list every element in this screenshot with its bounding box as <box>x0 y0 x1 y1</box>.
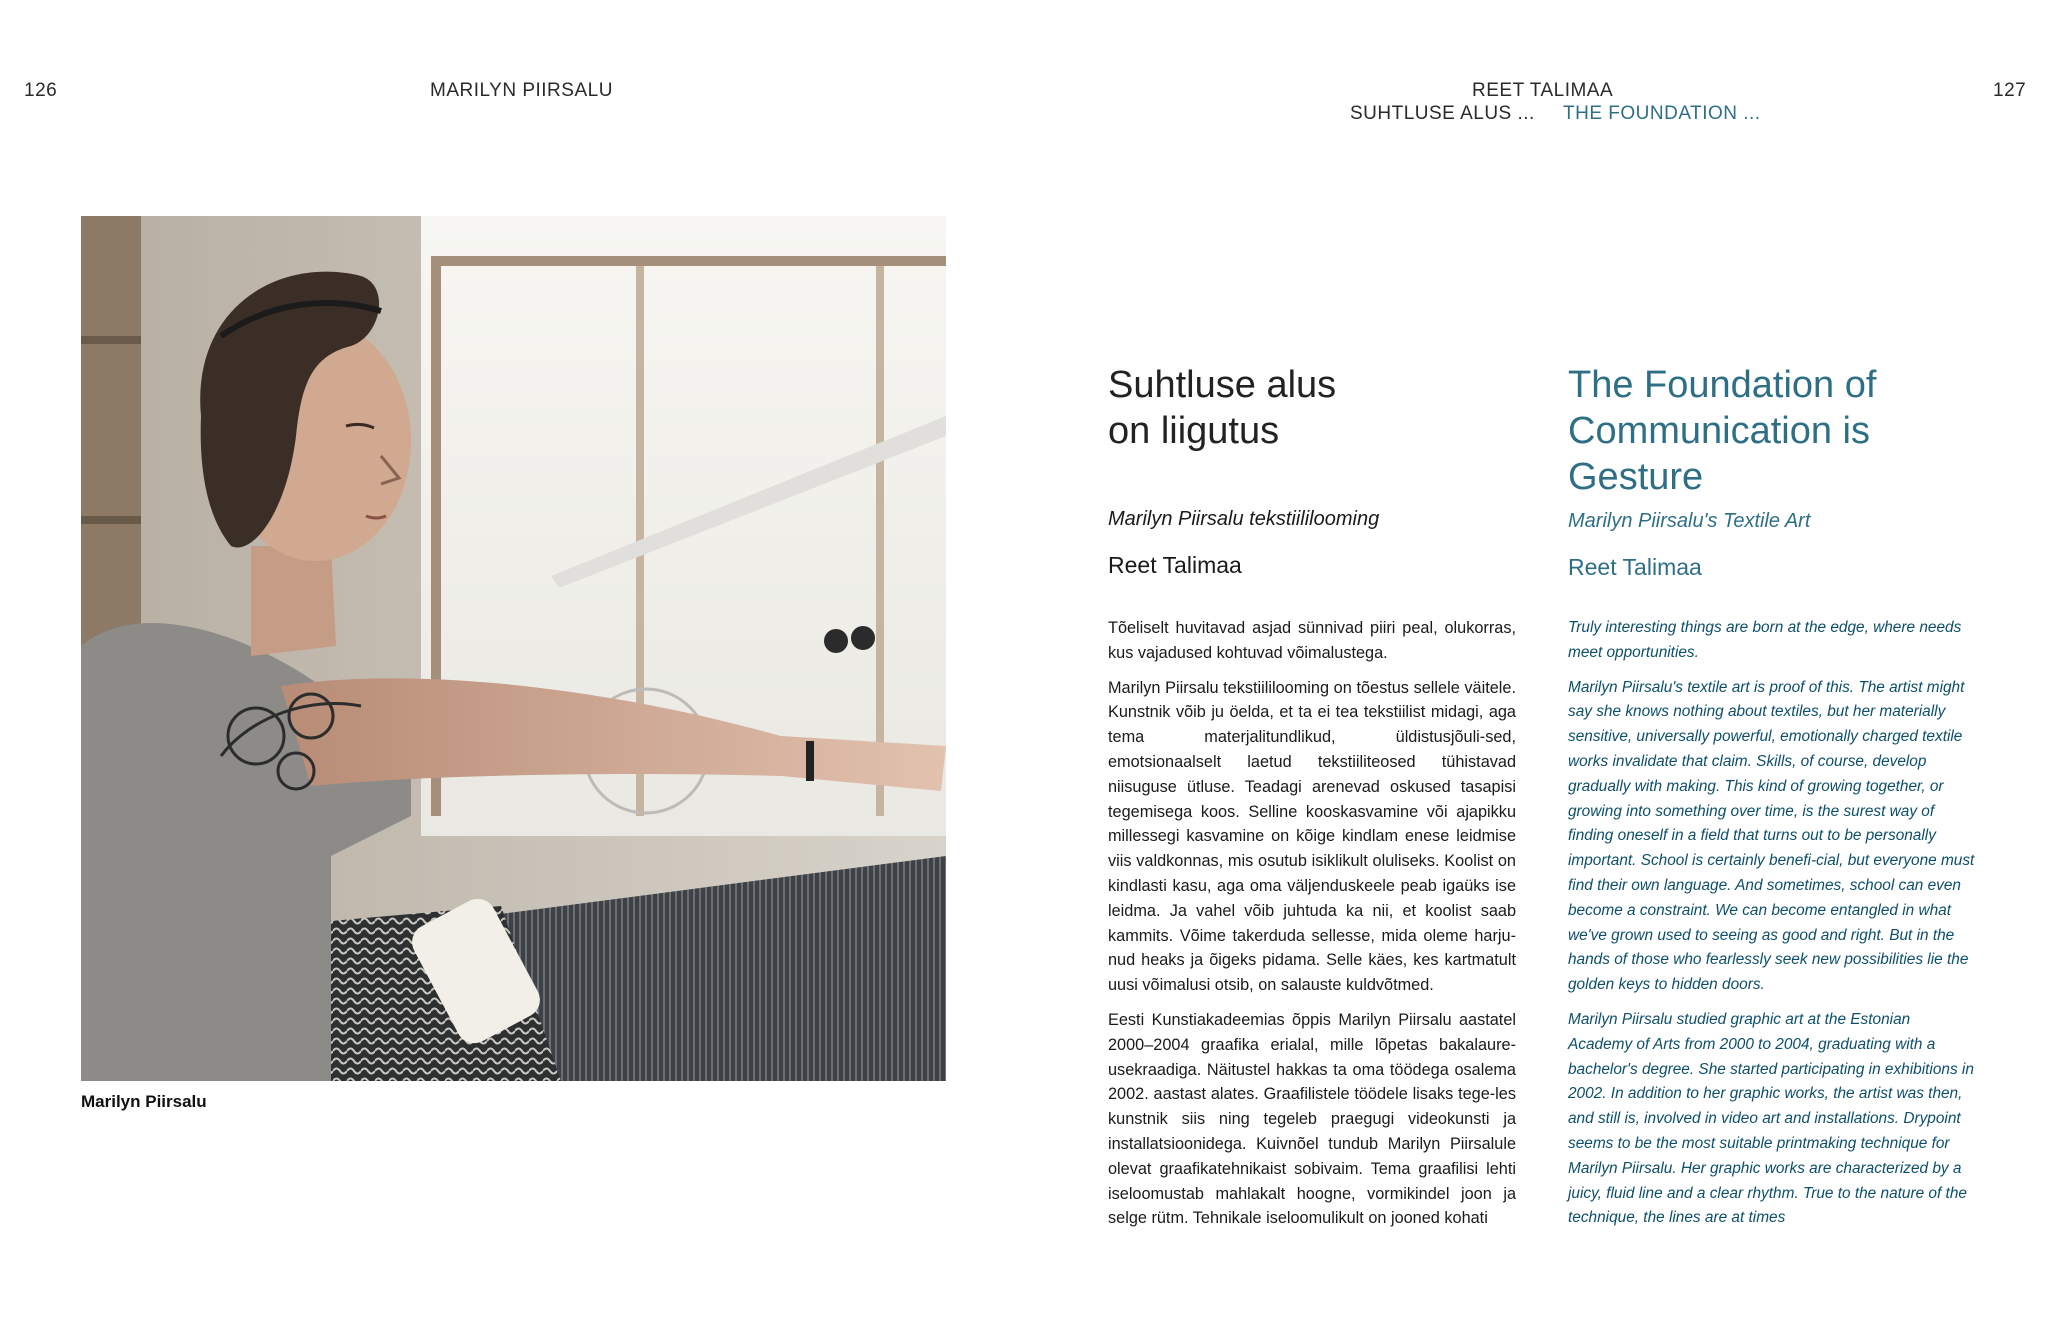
title-et-line: on liigutus <box>1108 410 1280 452</box>
article-title-en <box>1568 362 1976 500</box>
right-running-subtitle-en: THE FOUNDATION ... <box>1563 103 1761 124</box>
title-en-line: The Foundation of <box>1568 364 1877 406</box>
title-et-line: Suhtluse alus <box>1108 364 1337 406</box>
article-subtitle-en: Marilyn Piirsalu's Textile Art <box>1568 510 1811 532</box>
article-title-et <box>1108 362 1516 454</box>
paragraph: Marilyn Piirsalu tekstiililooming on tõestus sellele väitele. Kunstnik võib ju öelda, et ta ei tea tekstiilist midagi, aga tema materjalitundlikud, üldistusjõuli-sed, emotsionaalselt laetud tekstiiliteosed tühistavad niisuguse ütluse. Teadagi arenevad oskused tasapisi tegemisega koos. Selline kooskasvamine või ajapikku millessegi kasvamine on kõige kindlam enese leidmise viis valdkonnas, mis osutub isiklikult oluliseks. Koolist on kindlasti kasu, aga oma väljenduskeele peab igaüks ise leidma. Ja vahel võib juhtuda ka nii, et koolist saab kammits. Võime takerduda sellesse, mida oleme harju-nud heaks ja õigeks pidama. Selle käes, kes kartmatult uusi võimalusi otsib, on salauste kuldvõtmed. <box>1108 678 1516 995</box>
right-running-title: REET TALIMAA <box>1472 80 1614 101</box>
article-subtitle-et: Marilyn Piirsalu tekstiililooming <box>1108 508 1380 530</box>
paragraph: Eesti Kunstiakadeemias õppis Marilyn Piirsalu aastatel 2000–2004 graafika erialal, mille lõpetas bakalaure-usekraadiga. Näitustel hakkas ta oma töödega osalema 2002. aastast alates. Graafilistele töödele lisaks tege-les kunstnik siis ning tegeleb praegugi videokunsti ja installatsioonidega. Kuivnõel tundub Marilyn Piirsalule olevat graafikatehnikaist sobivaim. Tema graafilisi lehti iseloomustab mahlakalt hoogne, vormikindel joon ja selge rütm. Tehnikale iseloomulikult on jooned kohati <box>1108 1010 1516 1228</box>
title-en-line: Communication is <box>1568 410 1870 452</box>
article-author-en: Reet Talimaa <box>1568 554 1702 580</box>
title-en-line: Gesture <box>1568 456 1704 498</box>
left-page-number: 126 <box>24 80 58 101</box>
article-body-en <box>1568 616 1976 1241</box>
paragraph: Marilyn Piirsalu's textile art is proof of this. The artist might say she knows nothing about textiles, but her materially sensitive, universally powerful, emotionally charged textile works invalidate that claim. Skills, of course, develop gradually with making. This kind of growing together, or growing into something over time, is the surest way of finding oneself in a field that turns out to be personally important. School is certainly benefi-cial, but everyone must find their own language. And sometimes, school can even become a constraint. We can become entangled in what we've grown used to seeing as good and right. But in the hands of those who fearlessly seek new possibilities lie the golden keys to hidden doors. <box>1568 678 1975 994</box>
paragraph: Truly interesting things are born at the edge, where needs meet opportunities. <box>1568 619 1962 661</box>
paragraph: Tõeliselt huvitavad asjad sünnivad piiri peal, olukorras, kus vajadused kohtuvad võimalustega. <box>1108 619 1516 662</box>
article-body-et <box>1108 616 1516 1241</box>
right-page-number: 127 <box>1993 80 2027 101</box>
left-running-title: MARILYN PIIRSALU <box>430 80 613 101</box>
artist-photo <box>81 216 946 1081</box>
paragraph: Marilyn Piirsalu studied graphic art at the Estonian Academy of Arts from 2000 to 2004, graduating with a bachelor's degree. She started participating in exhibitions in 2002. In addition to her graphic works, the artist was then, and still is, involved in video art and installations. Drypoint seems to be the most suitable printmaking technique for Marilyn Piirsalu. Her graphic works are characterized by a juicy, fluid line and a clear rhythm. True to the nature of the technique, the lines are at times <box>1568 1010 1974 1227</box>
right-running-subtitle-et: SUHTLUSE ALUS ... <box>1350 103 1535 124</box>
photo-caption: Marilyn Piirsalu <box>81 1092 207 1111</box>
article-author-et: Reet Talimaa <box>1108 552 1242 578</box>
